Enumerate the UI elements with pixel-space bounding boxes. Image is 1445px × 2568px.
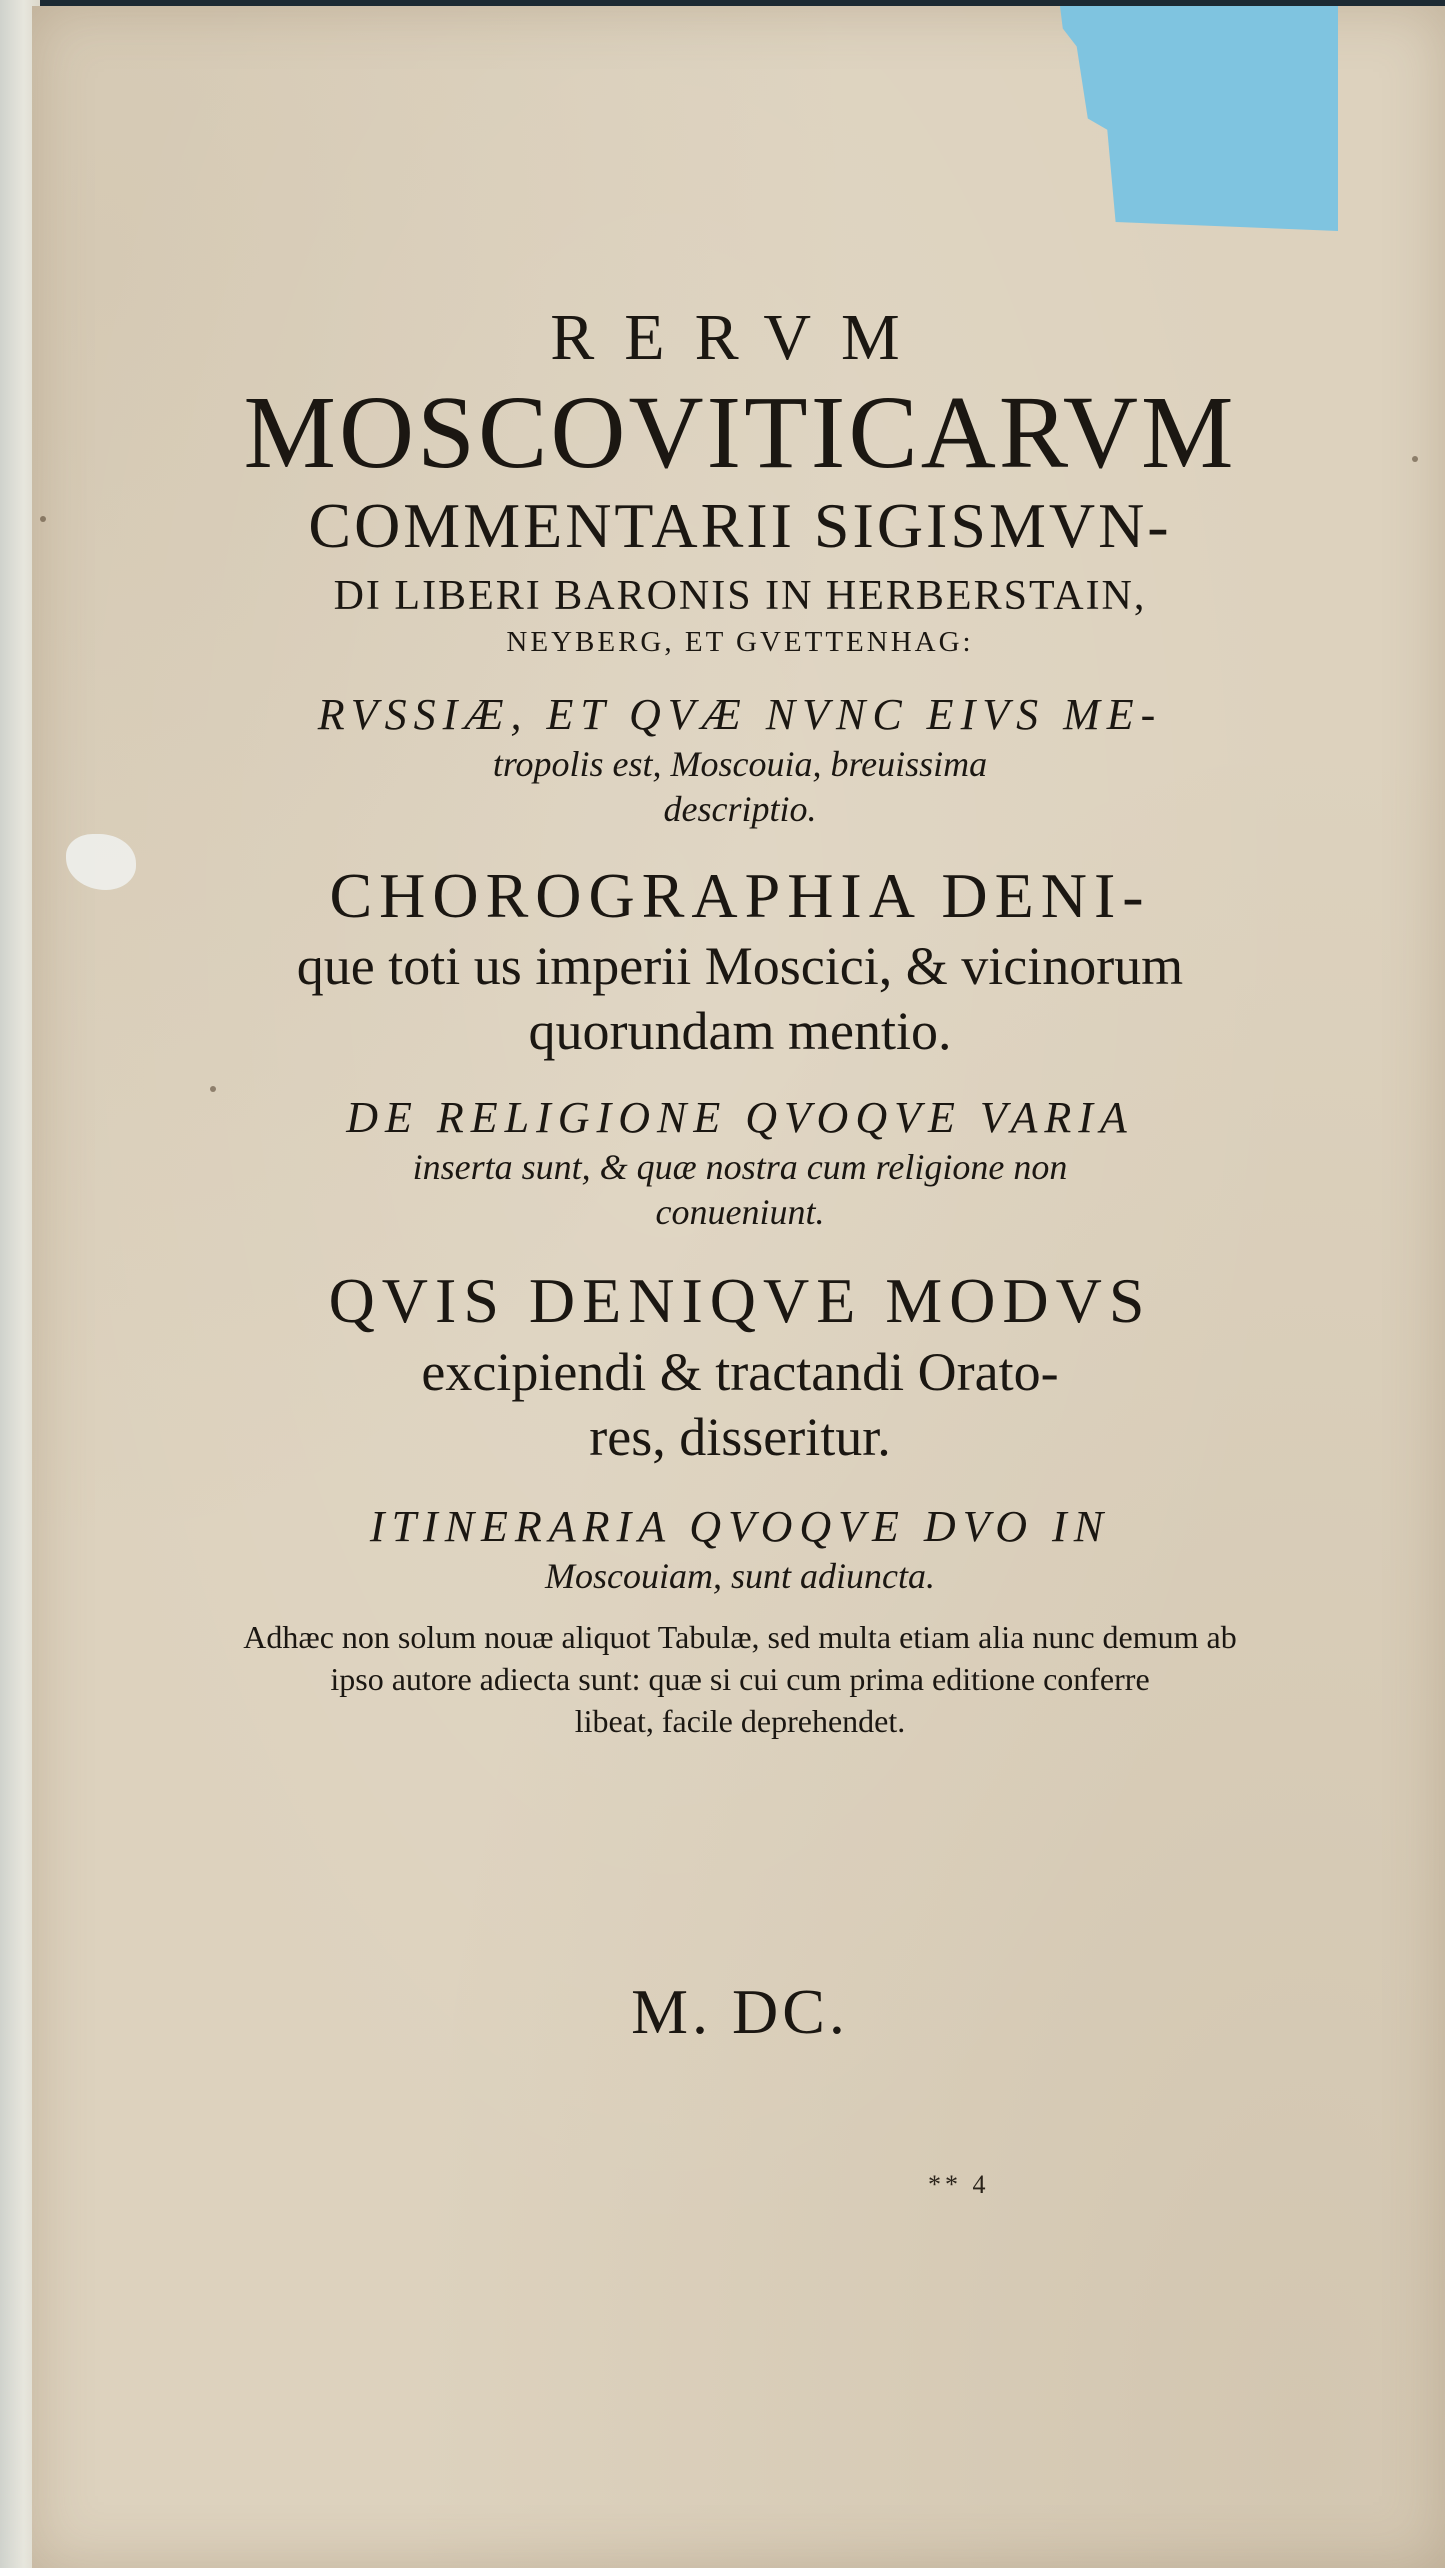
note-line-1: Adhæc non solum nouæ aliquot Tabulæ, sed multa etiam alia nunc demum ab bbox=[243, 1619, 1237, 1656]
note-line-3: libeat, facile deprehendet. bbox=[574, 1702, 906, 1739]
religion-line-2: inserta sunt, & quæ nostra cum religione non bbox=[412, 1147, 1068, 1188]
foxing-spot bbox=[40, 516, 46, 522]
quis-line-3: res, disseritur. bbox=[589, 1406, 891, 1467]
itineraria-line-2: Moscouiam, sunt adiuncta. bbox=[545, 1556, 935, 1597]
paper-tear bbox=[66, 834, 136, 890]
itineraria-heading: ITINERARIA QVOQVE DVO IN bbox=[369, 1502, 1111, 1552]
russia-heading: RVSSIÆ, ET QVÆ NVNC EIVS ME- bbox=[317, 689, 1163, 739]
quis-line-2: excipiendi & tractandi Orato- bbox=[421, 1341, 1059, 1402]
title-text-block bbox=[150, 300, 1330, 1742]
chorographia-line-3: quorundam mentio. bbox=[528, 1001, 952, 1062]
title-line-liberi-baronis: DI LIBERI BARONIS IN HERBERSTAIN, bbox=[333, 572, 1147, 619]
title-line-rerum: RERVM bbox=[550, 301, 930, 374]
russia-line-3: descriptio. bbox=[663, 788, 817, 829]
imprint-date: M. DC. bbox=[631, 1976, 849, 2047]
signature-mark: ** 4 bbox=[928, 2170, 990, 2199]
quis-heading: QVIS DENIQVE MODVS bbox=[328, 1265, 1152, 1337]
religion-line-3: conueniunt. bbox=[655, 1192, 825, 1233]
title-line-moscoviticarum: MOSCOVITICARVM bbox=[243, 375, 1237, 490]
note-line-2: ipso autore adiecta sunt: quæ si cui cum prima editione conferre bbox=[330, 1661, 1150, 1698]
chorographia-line-2: que toti us imperii Moscici, & vicinorum bbox=[296, 936, 1184, 997]
blue-paper-tab bbox=[1060, 6, 1338, 231]
russia-line-2: tropolis est, Moscouia, breuissima bbox=[492, 743, 988, 784]
religion-heading: DE RELIGIONE QVOQVE VARIA bbox=[346, 1093, 1134, 1143]
title-line-neyberg: NEYBERG, ET GVETTENHAG: bbox=[506, 626, 974, 659]
foxing-spot bbox=[1412, 456, 1418, 462]
chorographia-heading: CHOROGRAPHIA DENI- bbox=[329, 859, 1151, 931]
title-line-commentarii: COMMENTARII SIGISMVN- bbox=[308, 490, 1172, 562]
